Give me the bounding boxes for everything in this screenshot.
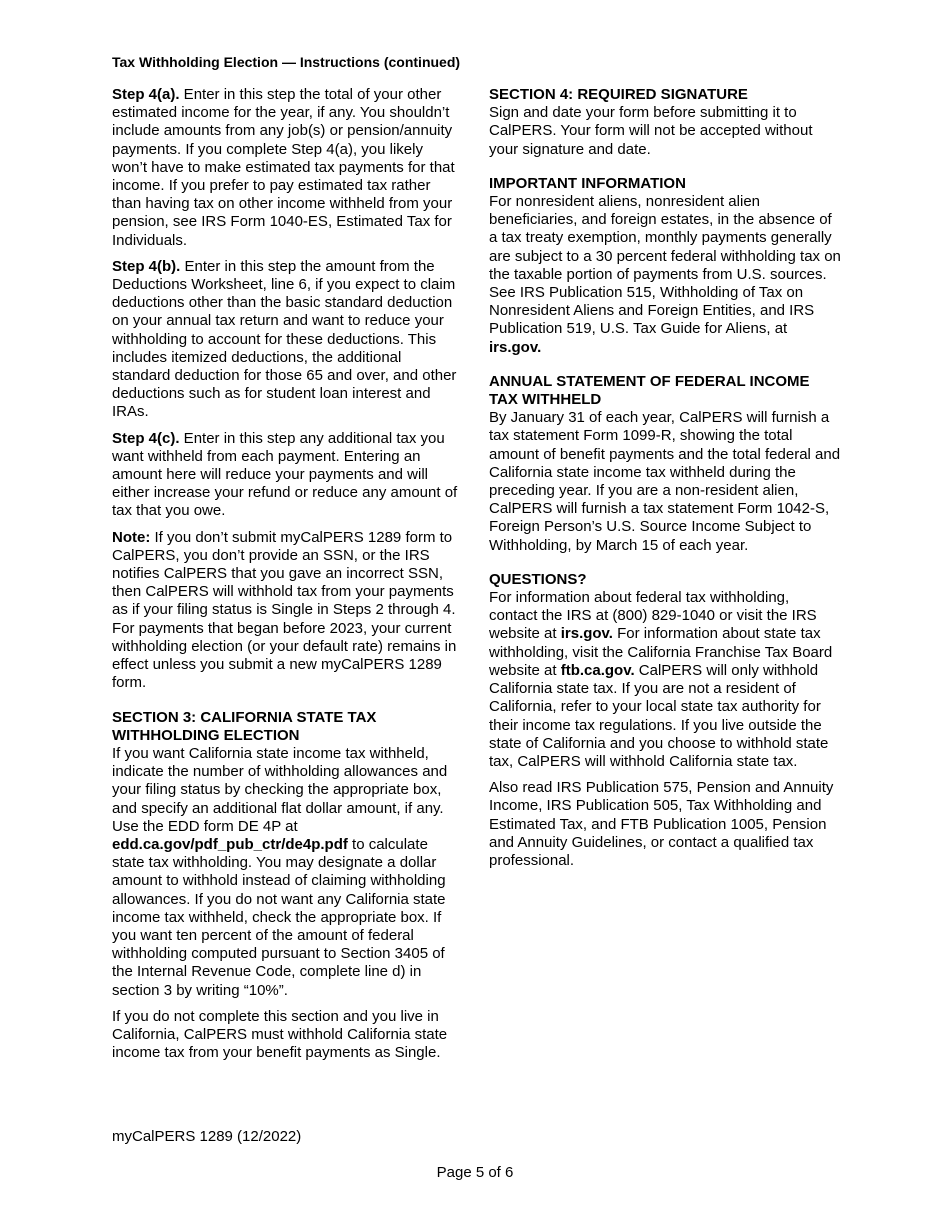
questions-text-c: CalPERS will only withhold California state tax. If you are not a resident of California, refer to your local state tax authority for their income tax regulations. If you live outside the state of California and you choose to withhold state tax, CalPERS will withhold California state tax. — [489, 661, 829, 770]
form-identifier: myCalPERS 1289 (12/2022) — [112, 1128, 302, 1145]
step-4a-text: Enter in this step the total of your other estimated income for the year, if any. You shouldn’t include amounts from any job(s) or pension/annuity payments. If you complete Step 4(a), you likely won’t have to make estimated tax payments for that income. If you prefer to pay estimated tax rather than having tax on other income withheld from your pension, see IRS Form 1040-ES, Estimated Tax for Individuals. — [112, 86, 455, 249]
questions-paragraph-1 — [489, 589, 841, 771]
page-header: Tax Withholding Election — Instructions (continued) — [112, 54, 461, 70]
step-4c-paragraph — [112, 430, 462, 521]
right-column — [489, 86, 841, 886]
questions-paragraph-2: Also read IRS Publication 575, Pension and Annuity Income, IRS Publication 505, Tax Withholding and Estimated Tax, and FTB Publication 1005, Pension and Annuity Guidelines, or contact a qualified tax professional. — [489, 779, 834, 869]
annual-statement-title: ANNUAL STATEMENT OF FEDERAL INCOME TAX WITHHELD — [489, 372, 810, 409]
annual-statement — [489, 373, 841, 555]
important-information — [489, 175, 841, 357]
important-information-title: IMPORTANT INFORMATION — [489, 174, 686, 192]
note-paragraph — [112, 529, 462, 693]
questions-text-a: For information about federal tax withholding, contact the IRS at (800) 829-1040 or visit the IRS website at — [489, 589, 817, 643]
irs-link-important[interactable]: irs.gov. — [489, 338, 542, 356]
section-3-text-b: to calculate state tax withholding. You may designate a dollar amount to withhold instead of claiming withholding allowances. If you do not want any California state income tax withheld, check the appropriate box. If you want ten percent of the amount of federal withholding computed pursuant to Section 3405 of the Internal Revenue Code, complete line d) in section 3 by writing “10%”. — [112, 835, 446, 999]
section-3-paragraph-2: If you do not complete this section and you live in California, CalPERS must withhold California state income tax from your benefit payments as Single. — [112, 1007, 448, 1062]
questions-text-b: For information about state tax withholding, visit the California Franchise Tax Board website at — [489, 625, 833, 679]
section-4-title: SECTION 4: REQUIRED SIGNATURE — [489, 86, 748, 103]
step-4c-text: Enter in this step any additional tax you want withheld from each payment. Entering an amount here will reduce your payments and will either increase your refund or reduce any amount of tax that you owe. — [112, 429, 458, 520]
questions-title: QUESTIONS? — [489, 570, 587, 588]
note-label: Note: — [112, 528, 151, 546]
step-4b-paragraph — [112, 258, 462, 422]
section-4-text: Sign and date your form before submitting it to CalPERS. Your form will not be accepted without your signature and date. — [489, 104, 813, 158]
section-3 — [112, 709, 462, 1063]
page-number: Page 5 of 6 — [436, 1164, 514, 1181]
edd-link[interactable]: edd.ca.gov/pdf_pub_ctr/de4p.pdf — [112, 835, 348, 853]
section-3-paragraph-1 — [112, 745, 462, 1000]
left-column — [112, 86, 462, 1078]
step-4b-text: Enter in this step the amount from the Deductions Worksheet, line 6, if you expect to claim deductions other than the basic standard deduction on your annual tax return and want to reduce your withholding to account for these deductions. This includes itemized deductions, the additional standard deduction for those 65 and over, and other deductions such as for student loan interest and IRAs. — [112, 257, 457, 421]
step-4c-label: Step 4(c). — [112, 429, 180, 447]
step-4a-paragraph — [112, 86, 462, 250]
step-4a-label: Step 4(a). — [112, 86, 180, 103]
section-3-text-a: If you want California state income tax withheld, indicate the number of withholding allowances and your filing status by checking the appropriate box, and specify an additional flat dollar amount, if any. Use the EDD form DE 4P at — [112, 744, 448, 835]
important-information-text — [489, 193, 841, 357]
questions — [489, 571, 841, 870]
important-text-a: For nonresident aliens, nonresident alien beneficiaries, and foreign estates, in the absence of a tax treaty exemption, monthly payments generally are subject to a 30 percent federal withholding tax on the taxable portion of payments from U.S. sources. See IRS Publication 515, Withholding of Tax on Nonresident Aliens and Foreign Entities, and IRS Publication 519, U.S. Tax Guide for Aliens, at — [489, 193, 841, 338]
step-4b-label: Step 4(b). — [112, 257, 181, 275]
ftb-link[interactable]: ftb.ca.gov. — [560, 661, 635, 679]
note-text: If you don’t submit myCalPERS 1289 form to CalPERS, you don’t provide an SSN, or the IRS notifies CalPERS that you gave an incorrect SSN, then CalPERS will withhold tax from your payments as if your filing status is Single in Steps 2 through 4. For payments that began before 2023, your current withholding election (or your default rate) remains in effect unless you submit a new myCalPERS 1289 form. — [112, 528, 457, 692]
section-3-title: SECTION 3: CALIFORNIA STATE TAX WITHHOLDING ELECTION — [112, 708, 377, 744]
irs-link-questions[interactable]: irs.gov. — [560, 625, 613, 643]
annual-statement-text: By January 31 of each year, CalPERS will furnish a tax statement Form 1099-R, showing the total amount of benefit payments and the total federal and California state income tax withheld during the preceding year. If you are a non-resident alien, CalPERS will furnish a tax statement Form 1042-S, Foreign Person’s U.S. Source Income Subject to Withholding, by March 15 of each year. — [489, 409, 841, 554]
section-4 — [489, 86, 841, 159]
